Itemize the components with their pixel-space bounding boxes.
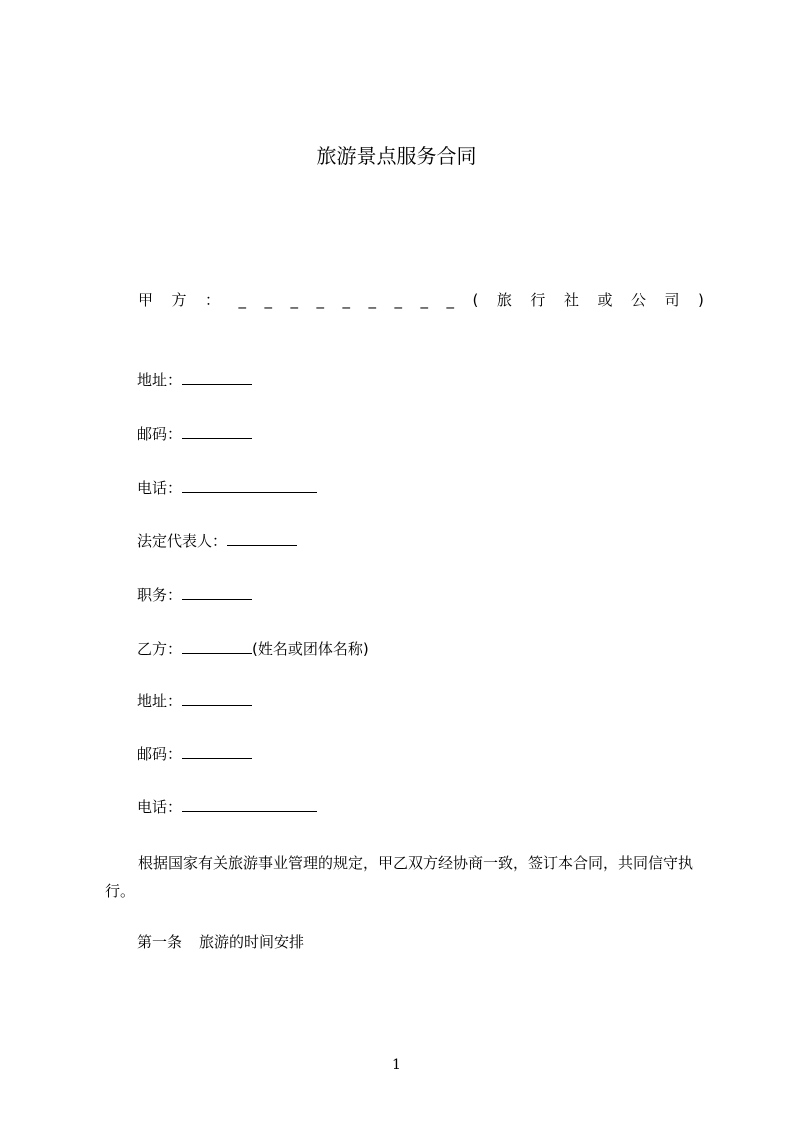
party-b-postcode-field — [137, 743, 252, 765]
document-title: 旅游景点服务合同 — [316, 144, 477, 168]
party-b-field — [137, 638, 369, 660]
blank-line — [182, 369, 252, 385]
field-label: 邮码： — [137, 745, 183, 763]
field-label: 电话： — [137, 798, 183, 816]
party-a-char: _ — [420, 291, 429, 309]
party-a-address-field — [137, 369, 252, 391]
field-label: 邮码： — [137, 425, 183, 443]
party-a-char: ( — [472, 291, 479, 309]
party-a-char: _ — [394, 291, 403, 309]
party-a-legal-rep-field — [137, 530, 297, 552]
party-a-char: 公 — [630, 291, 646, 309]
party-a-char: 方 — [171, 291, 187, 309]
party-a-phone-field — [137, 477, 317, 499]
blank-line — [227, 530, 297, 546]
party-a-char: _ — [316, 291, 325, 309]
blank-line — [182, 423, 252, 439]
field-label: 电话： — [137, 479, 183, 497]
party-a-char: 旅 — [496, 291, 512, 309]
party-a-char: _ — [238, 291, 247, 309]
party-a-char: ： — [205, 291, 221, 309]
field-label: 职务： — [137, 586, 183, 604]
party-a-char: 或 — [597, 291, 613, 309]
field-label: 地址： — [137, 692, 183, 710]
party-a-position-field — [137, 584, 252, 606]
party-a-char: _ — [290, 291, 299, 309]
party-a-line — [138, 289, 704, 311]
party-a-postcode-field — [137, 423, 252, 445]
article-1-heading — [137, 931, 304, 953]
blank-line — [182, 584, 252, 600]
blank-line — [182, 638, 252, 654]
party-b-phone-field — [137, 796, 317, 818]
blank-line — [182, 477, 317, 493]
party-a-char: 司 — [664, 291, 680, 309]
blank-line — [182, 796, 317, 812]
article-number: 第一条 — [137, 933, 183, 951]
party-a-char: 甲 — [138, 291, 154, 309]
field-label: 乙方： — [137, 640, 183, 658]
article-heading-text: 旅游的时间安排 — [199, 933, 305, 951]
preamble-paragraph: 根据国家有关旅游事业管理的规定，甲乙双方经协商一致，签订本合同，共同信守执行。 — [105, 854, 694, 900]
party-a-char: 社 — [563, 291, 579, 309]
blank-line — [182, 743, 252, 759]
party-a-char: 行 — [530, 291, 546, 309]
party-a-char: _ — [342, 291, 351, 309]
party-a-char: _ — [446, 291, 455, 309]
field-label: 地址： — [137, 371, 183, 389]
blank-line — [182, 690, 252, 706]
field-label: 法定代表人： — [137, 532, 228, 550]
party-a-char: ) — [698, 291, 704, 309]
party-a-char: _ — [264, 291, 273, 309]
page-number: 1 — [392, 1057, 401, 1073]
party-b-note: (姓名或团体名称) — [252, 640, 369, 658]
party-b-address-field — [137, 690, 252, 712]
party-a-char: _ — [368, 291, 377, 309]
